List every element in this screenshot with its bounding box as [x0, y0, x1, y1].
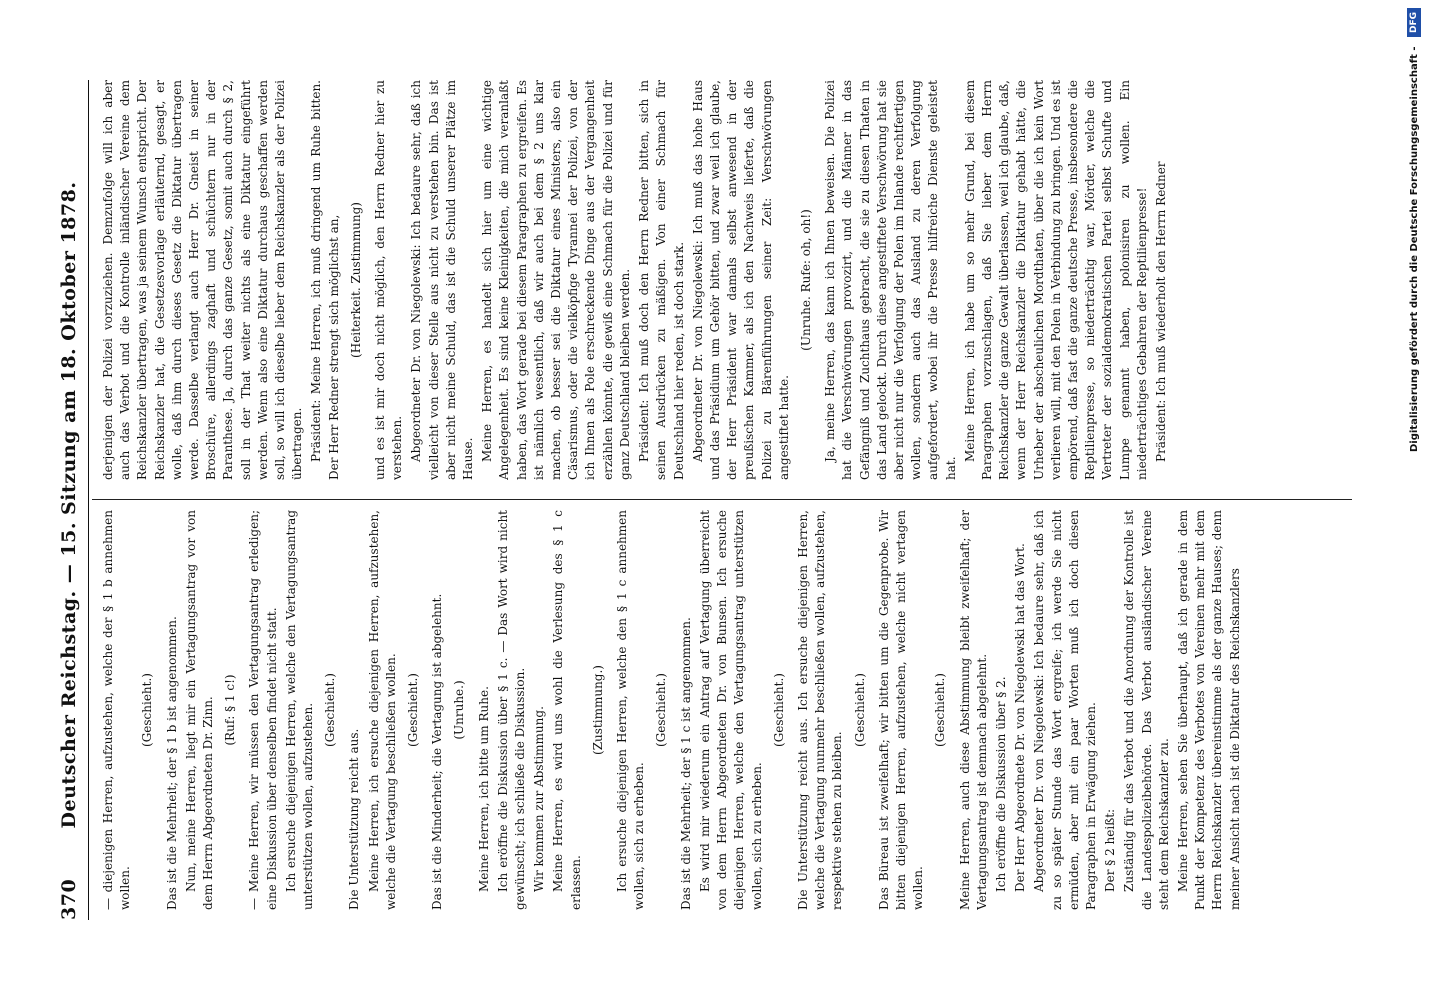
- paragraph: Das ist die Mehrheit; der § 1 c ist angenommen.: [678, 617, 693, 910]
- paragraph: Meine Herren, auch diese Abstimmung bleibt zweifelhaft; der Vertagungsantrag ist demnach abgelehnt.: [957, 510, 989, 910]
- column-divider: [92, 499, 1352, 500]
- paragraph: Das ist die Minderheit; die Vertagung ist abgelehnt.: [430, 593, 445, 910]
- paragraph: Ich eröffne die Diskussion über § 1 c. — Das Wort wird nicht gewünscht; ich schließe die Diskussion.: [495, 510, 528, 910]
- stage-direction: (Unruhe.): [452, 680, 467, 740]
- paragraph: Der § 2 heißt:: [1103, 808, 1118, 892]
- paragraph: Ich eröffne die Diskussion über § 2.: [993, 676, 1008, 892]
- stage-direction: (Geschieht.): [852, 673, 867, 747]
- paragraph: Präsident: Meine Herren, ich muß dringend um Ruhe bitten. Der Herr Redner strengt sich möglichst an,: [309, 80, 341, 480]
- paragraph: Abgeordneter Dr. von Niegolewski: Ich bedaure sehr, daß ich vielleicht von dieser Stelle aus nicht zu verstehen bin. Das ist aber nicht meine Schuld, das ist die Schuld unserer Plätze im Hause.: [409, 80, 476, 480]
- paragraph: Ich ersuche diejenigen Herren, welche den § 1 c annehmen wollen, sich zu erheben.: [615, 510, 647, 910]
- stage-direction: (Zustimmung.): [590, 665, 605, 755]
- paragraph: Meine Herren, es wird uns wohl die Verlesung des § 1 c erlassen.: [551, 510, 583, 910]
- stage-direction: (Ruf: § 1 c!): [223, 674, 238, 746]
- paragraph: Es wird mir wiederum ein Antrag auf Vertagung überreicht von dem Herrn Abgeordneten Dr. von Bunsen. Ich ersuche diejenigen Herren, welche den Vertagungsantrag unterstützen wollen, sich zu erheben.: [697, 510, 764, 910]
- paragraph: — Meine Herren, wir müssen den Vertagungsantrag erledigen; eine Diskussion über denselben findet nicht statt.: [247, 510, 279, 910]
- paragraph: Meine Herren, ich habe um so mehr Grund, bei diesem Paragraphen vorzuschlagen, daß Sie lieber dem Herrn Reichskanzler die ganze Gewalt überlassen, weil ich glaube, daß, wenn der Herr Reichskanzler die Diktatur gehabt hätte, die Urheber der abscheulichen Mordthaten, über die ich kein Wort verlieren will, mit den Polen in Verbindung zu bringen. Und es ist empörend, daß fast die ganze deutsche Presse, insbesondere die Reptilienpresse, so niederträchtig war, Mörder, welche die Vertreter der sozialdemokratischen Partei selbst Schufte und Lumpe genannt haben, polonisiren zu wollen. Ein niederträchtiges Gebahren der Reptilienpresse!: [962, 80, 1149, 480]
- paragraph: Abgeordneter Dr. von Niegolewski: Ich bedaure sehr, daß ich zu so später Stunde das Wort ergreife; ich werde Sie nicht ermüden, aber mit ein paar Worten muß ich doch diesen Paragraphen in Erwägung ziehen.: [1032, 510, 1098, 910]
- left-column: [100, 510, 1360, 910]
- stage-direction: (Geschieht.): [406, 673, 421, 747]
- paragraph: Meine Herren, ich ersuche diejenigen Herren, aufzustehen, welche die Vertagung beschließen wollen.: [366, 510, 398, 910]
- right-column: [100, 80, 1360, 480]
- stage-direction: (Geschieht.): [933, 673, 948, 747]
- paragraph: Wir kommen zur Abstimmung.: [532, 706, 547, 892]
- paragraph: Das ist die Mehrheit; der § 1 b ist angenommen.: [164, 616, 179, 910]
- page-number: 370: [58, 878, 80, 920]
- paragraph: Die Unterstützung reicht aus. Ich ersuche diejenigen Herren, welche die Vertagung nunmehr beschließen wollen, aufzustehen, respektive stehen zu bleiben.: [795, 510, 845, 910]
- paragraph: — diejenigen Herren, aufzustehen, welche der § 1 b annehmen wollen.: [101, 510, 133, 910]
- paragraph: Meine Herren, es handelt sich hier um eine wichtige Angelegenheit. Es sind keine Kleinigkeiten, die mich veranlaßt haben, das Wort gerade bei diesem Paragraphen zu ergreifen. Es ist nämlich wesentlich, daß wir auch bei dem § 2 uns klar machen, ob besser sei die Diktatur eines Ministers, also ein Cäsarismus, oder die vielköpfige Tyrannei der Polizei, von der ich Ihnen als Pole erschreckende Dinge aus der Vergangenheit erzählen könnte, die gewiß eine Schmach für die Polizei und für ganz Deutschland bleiben werden.: [480, 80, 632, 480]
- paragraph: Meine Herren, sehen Sie überhaupt, daß ich gerade in dem Punkt der Kompetenz des Verbotes von Vereinen mehr mit dem Herrn Reichskanzler übereinstimme als der ganze Hauses; denn meiner Ansicht nach ist die Diktatur des Reichskanzlers: [1175, 510, 1242, 910]
- digitization-credit: [1404, 8, 1426, 992]
- credit-text: Digitalisierung gefördert durch die Deutsche Forschungsgemeinschaft -: [1409, 46, 1420, 453]
- paragraph: und es ist mir doch nicht möglich, den Herrn Redner hier zu verstehen.: [373, 80, 405, 480]
- paragraph: Ja, meine Herren, das kann ich Ihnen beweisen. Die Polizei hat die Verschwörungen provozirt, und die Männer in das Gefängniß und Zuchthaus gebracht, die sie zu diesen Thaten in das Land gelockt. Durch diese angestiftete Verschwörung hat sie aber nicht nur die Verfolgung der Polen im Inlande rechtfertigen wollen, sondern auch das Ausland zu deren Verfolgung aufgefordert, wobei ihr die Presse hilfreiche Dienste geleistet hat.: [823, 80, 958, 480]
- paragraph: Die Unterstützung reicht aus.: [347, 728, 362, 910]
- stage-direction: (Geschieht.): [771, 673, 786, 747]
- paragraph: Nun, meine Herren, liegt mir ein Vertagungsantrag vor von dem Herrn Abgeordneten Dr. Zinn.: [183, 510, 216, 910]
- stage-direction: (Geschieht.): [654, 673, 669, 747]
- running-title: Deutscher Reichstag. — 15. Sitzung am 18. Oktober 1878.: [58, 181, 80, 829]
- paragraph: Präsident: Ich muß doch den Herrn Redner bitten, sich in seinen Ausdrücken zu mäßigen. Von einer Schmach für Deutschland hier reden, ist doch stark.: [637, 80, 686, 480]
- paragraph: Das Büreau ist zweifelhaft; wir bitten um die Gegenprobe. Wir bitten diejenigen Herren, aufzustehen, welche nicht vertagen wollen.: [876, 510, 926, 910]
- paragraph: Ich ersuche diejenigen Herren, welche den Vertagungsantrag unterstützen wollen, aufzustehen.: [283, 510, 316, 910]
- paragraph: Abgeordneter Dr. von Niegolewski: Ich muß das hohe Haus und das Präsidium um Gehör bitten, und zwar weil ich glaube, der Herr Präsident war damals selbst anwesend in der preußischen Kammer, als ich den Nachweis lieferte, daß die Polizei zu Bärenführungen seiner Zeit: Verschwörungen angestiftet hatte.: [690, 80, 791, 480]
- stage-direction: (Unruhe. Rufe: oh, oh!): [798, 209, 813, 351]
- stage-direction: (Heiterkeit. Zustimmung): [348, 202, 363, 358]
- paragraph: Zuständig für das Verbot und die Anordnung der Kontrolle ist die Landespolizeibehörde. Das Verbot ausländischer Vereine steht dem Reichskanzler zu.: [1122, 510, 1171, 910]
- stage-direction: (Geschieht.): [140, 673, 155, 747]
- paragraph: derjenigen der Polizei vorzuziehen. Demzufolge will ich aber auch das Verbot und die Kontrolle inländischer Vereine dem Reichskanzler übertragen, was ja seinem Wunsch entspricht. Der Reichskanzler hat, die Gesetzesvorlage erläuternd, gesagt, er wolle, daß ihm durch dieses Gesetz die Diktatur übertragen werde. Dasselbe verlangt auch Herr Dr. Gneist in seiner Broschüre, allerdings zaghaft und schüchtern nur in der Paranthese. Ja, durch das ganze Gesetz, somit auch durch § 2, soll in der That weiter nichts als eine Diktatur eingeführt werden. Wenn also eine Diktatur durchaus geschaffen werden soll, so will ich dieselbe lieber dem Reichskanzler als der Polizei übertragen.: [101, 80, 305, 480]
- dfg-logo: DFG: [1407, 8, 1421, 37]
- stage-direction: (Geschieht.): [323, 673, 338, 747]
- paragraph: Der Herr Abgeordnete Dr. von Niegolewski hat das Wort.: [1013, 543, 1028, 892]
- paragraph: Präsident: Ich muß wiederholt den Herrn Redner: [1153, 161, 1168, 462]
- paragraph: Meine Herren, ich bitte um Ruhe.: [476, 686, 491, 892]
- header-rule: [88, 80, 89, 920]
- page-header: [58, 90, 88, 920]
